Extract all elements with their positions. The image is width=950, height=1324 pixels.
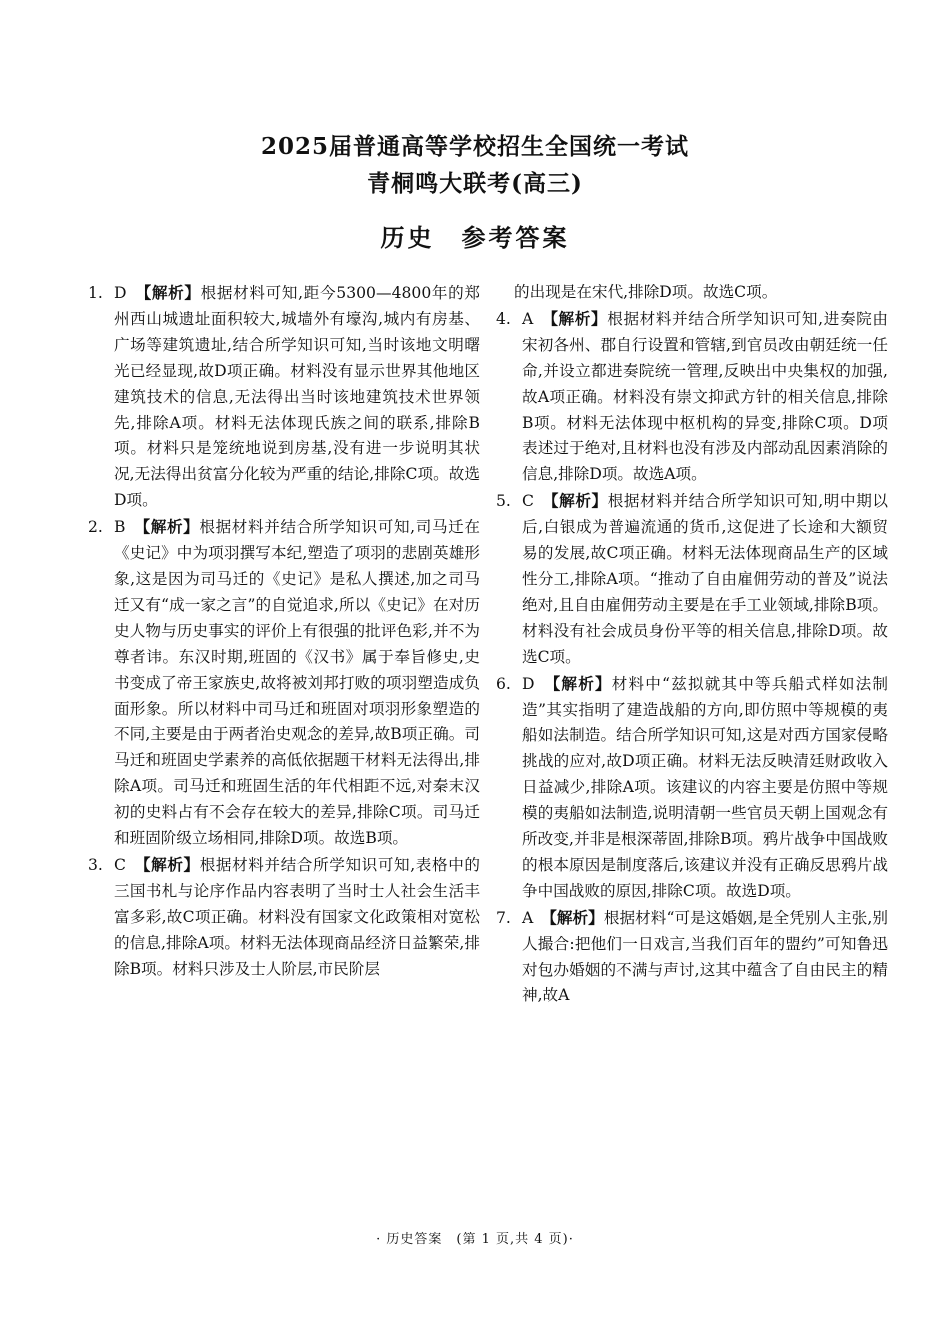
analysis-tag: 【解析】 (550, 308, 608, 328)
analysis-tag: 【解析】 (550, 491, 608, 511)
answer-letter: D (114, 284, 127, 302)
question-number: 4. (496, 309, 511, 328)
analysis-tag: 【解析】 (142, 854, 200, 874)
analysis-tag: 【解析】 (142, 517, 200, 537)
page-footer: · 历史答案 (第 1 页,共 4 页)· (376, 1232, 574, 1247)
question-number: 5. (496, 492, 511, 511)
answer-letter: D (522, 674, 535, 693)
exam-title: 2025届普通高等学校招生全国统一考试 (260, 133, 689, 160)
left-column (88, 280, 480, 982)
answer-item-4 (496, 306, 888, 488)
analysis-text: 根据材料并结合所学知识可知,司马迁在《史记》中为项羽撰写本纪,塑造了项羽的悲剧英雄形象,这是因为司马迁的《史记》是私人撰述,加之司马迁又有“成一家之言”的自觉追求,所以《史记》在对历史人物与历史事实的评价上有很强的批评色彩,并不为尊者讳。东汉时期,班固的《汉书》属于奉旨修史,史书变成了帝王家族史,故将被刘邦打败的项羽塑造成负面形象。所以材料中司马迁和班固对项羽形象塑造的不同,主要是由于两者治史观念的差异,故B项正确。司马迁和班固史学素养的高低依据题干材料无法得出,排除A项。司马迁和班固生活的年代相距不远,对秦末汉初的史料占有不会存在较大的差异,排除C项。司马迁和班固阶级立场相同,排除D项。故选B项。 (114, 518, 480, 848)
question-number: 1. (88, 284, 103, 302)
answer-item-7 (496, 905, 888, 1010)
answer-item-2 (88, 514, 480, 852)
answer-item-5 (496, 488, 888, 670)
question-number: 6. (496, 674, 511, 693)
analysis-text: 根据材料并结合所学知识可知,表格中的三国书札与论序作品内容表明了当时士人社会生活丰富多彩,故C项正确。材料没有国家文化政策相对宽松的信息,排除A项。材料无法体现商品经济日益繁荣,排除B项。材料只涉及士人阶层,市民阶层 (114, 855, 480, 978)
question-number: 2. (88, 518, 103, 537)
subject-title: 历史 参考答案 (380, 223, 570, 252)
analysis-text: 根据材料并结合所学知识可知,进奏院由宋初各州、郡自行设置和管辖,到官员改由朝廷统一任命,并设立都进奏院统一管理,反映出中央集权的加强,故A项正确。材料没有崇文抑武方针的相关信息,排除B项。材料无法体现中枢机构的异变,排除C项。D项表述过于绝对,且材料也没有涉及内部动乱因素消除的信息,排除D项。故选A项。 (522, 309, 888, 484)
question-number: 3. (88, 855, 103, 874)
answer-letter: B (114, 518, 126, 537)
analysis-text: 根据材料“可是这婚姻,是全凭别人主张,别人撮合:把他们一日戏言,当我们百年的盟约”可知鲁迅对包办婚姻的不满与声讨,这其中蕴含了自由民主的精神,故A (522, 908, 888, 1005)
exam-subtitle: 青桐鸣大联考(高三) (367, 170, 583, 197)
answer-item-3 (88, 852, 480, 983)
analysis-tag: 【解析】 (552, 673, 612, 693)
analysis-tag: 【解析】 (143, 283, 201, 302)
analysis-text: 根据材料并结合所学知识可知,明中期以后,白银成为普遍流通的货币,这促进了长途和大额贸易的发展,故C项正确。材料无法体现商品生产的区域性分工,排除A项。“推动了自由雇佣劳动的普及”说法绝对,且自由雇佣劳动主要是在手工业领域,排除B项。材料没有社会成员身份平等的相关信息,排除D项。故选C项。 (522, 492, 888, 666)
analysis-text: 根据材料可知,距今5300—4800年的郑州西山城遗址面积较大,城墙外有壕沟,城内有房基、广场等建筑遗址,结合所学知识可知,当时该地文明曙光已经显现,故D项正确。材料没有显示世界其他地区建筑技术的信息,无法得出当时该地建筑技术世界领先,排除A项。材料无法体现氏族之间的联系,排除B项。材料只是笼统地说到房基,没有进一步说明其状况,无法得出贫富分化较为严重的结论,排除C项。故选D项。 (114, 284, 481, 510)
analysis-tag: 【解析】 (549, 907, 604, 927)
answer-item-6 (496, 671, 888, 905)
right-column (496, 280, 888, 1009)
answer-item-3-continuation: 的出现是在宋代,排除D项。故选C项。 (514, 283, 778, 301)
answer-letter: A (522, 908, 534, 927)
answer-letter: C (114, 855, 126, 874)
question-number: 7. (496, 908, 511, 927)
analysis-text: 材料中“兹拟就其中等兵船式样如法制造”其实指明了建造战船的方向,即仿照中等规模的夷船如法制造。结合所学知识可知,这是对西方国家侵略挑战的应对,故D项正确。材料无法反映清廷财政收入日益减少,排除A项。该建议的内容主要是仿照中等规模的夷船如法制造,说明清朝一些官员天朝上国观念有所改变,并非是根深蒂固,排除B项。鸦片战争中国战败的根本原因是制度落后,该建议并没有正确反思鸦片战争中国战败的原因,排除C项。故选D项。 (522, 674, 888, 900)
answer-item-1 (88, 280, 480, 514)
answer-letter: A (522, 309, 534, 328)
answer-letter: C (522, 492, 534, 511)
